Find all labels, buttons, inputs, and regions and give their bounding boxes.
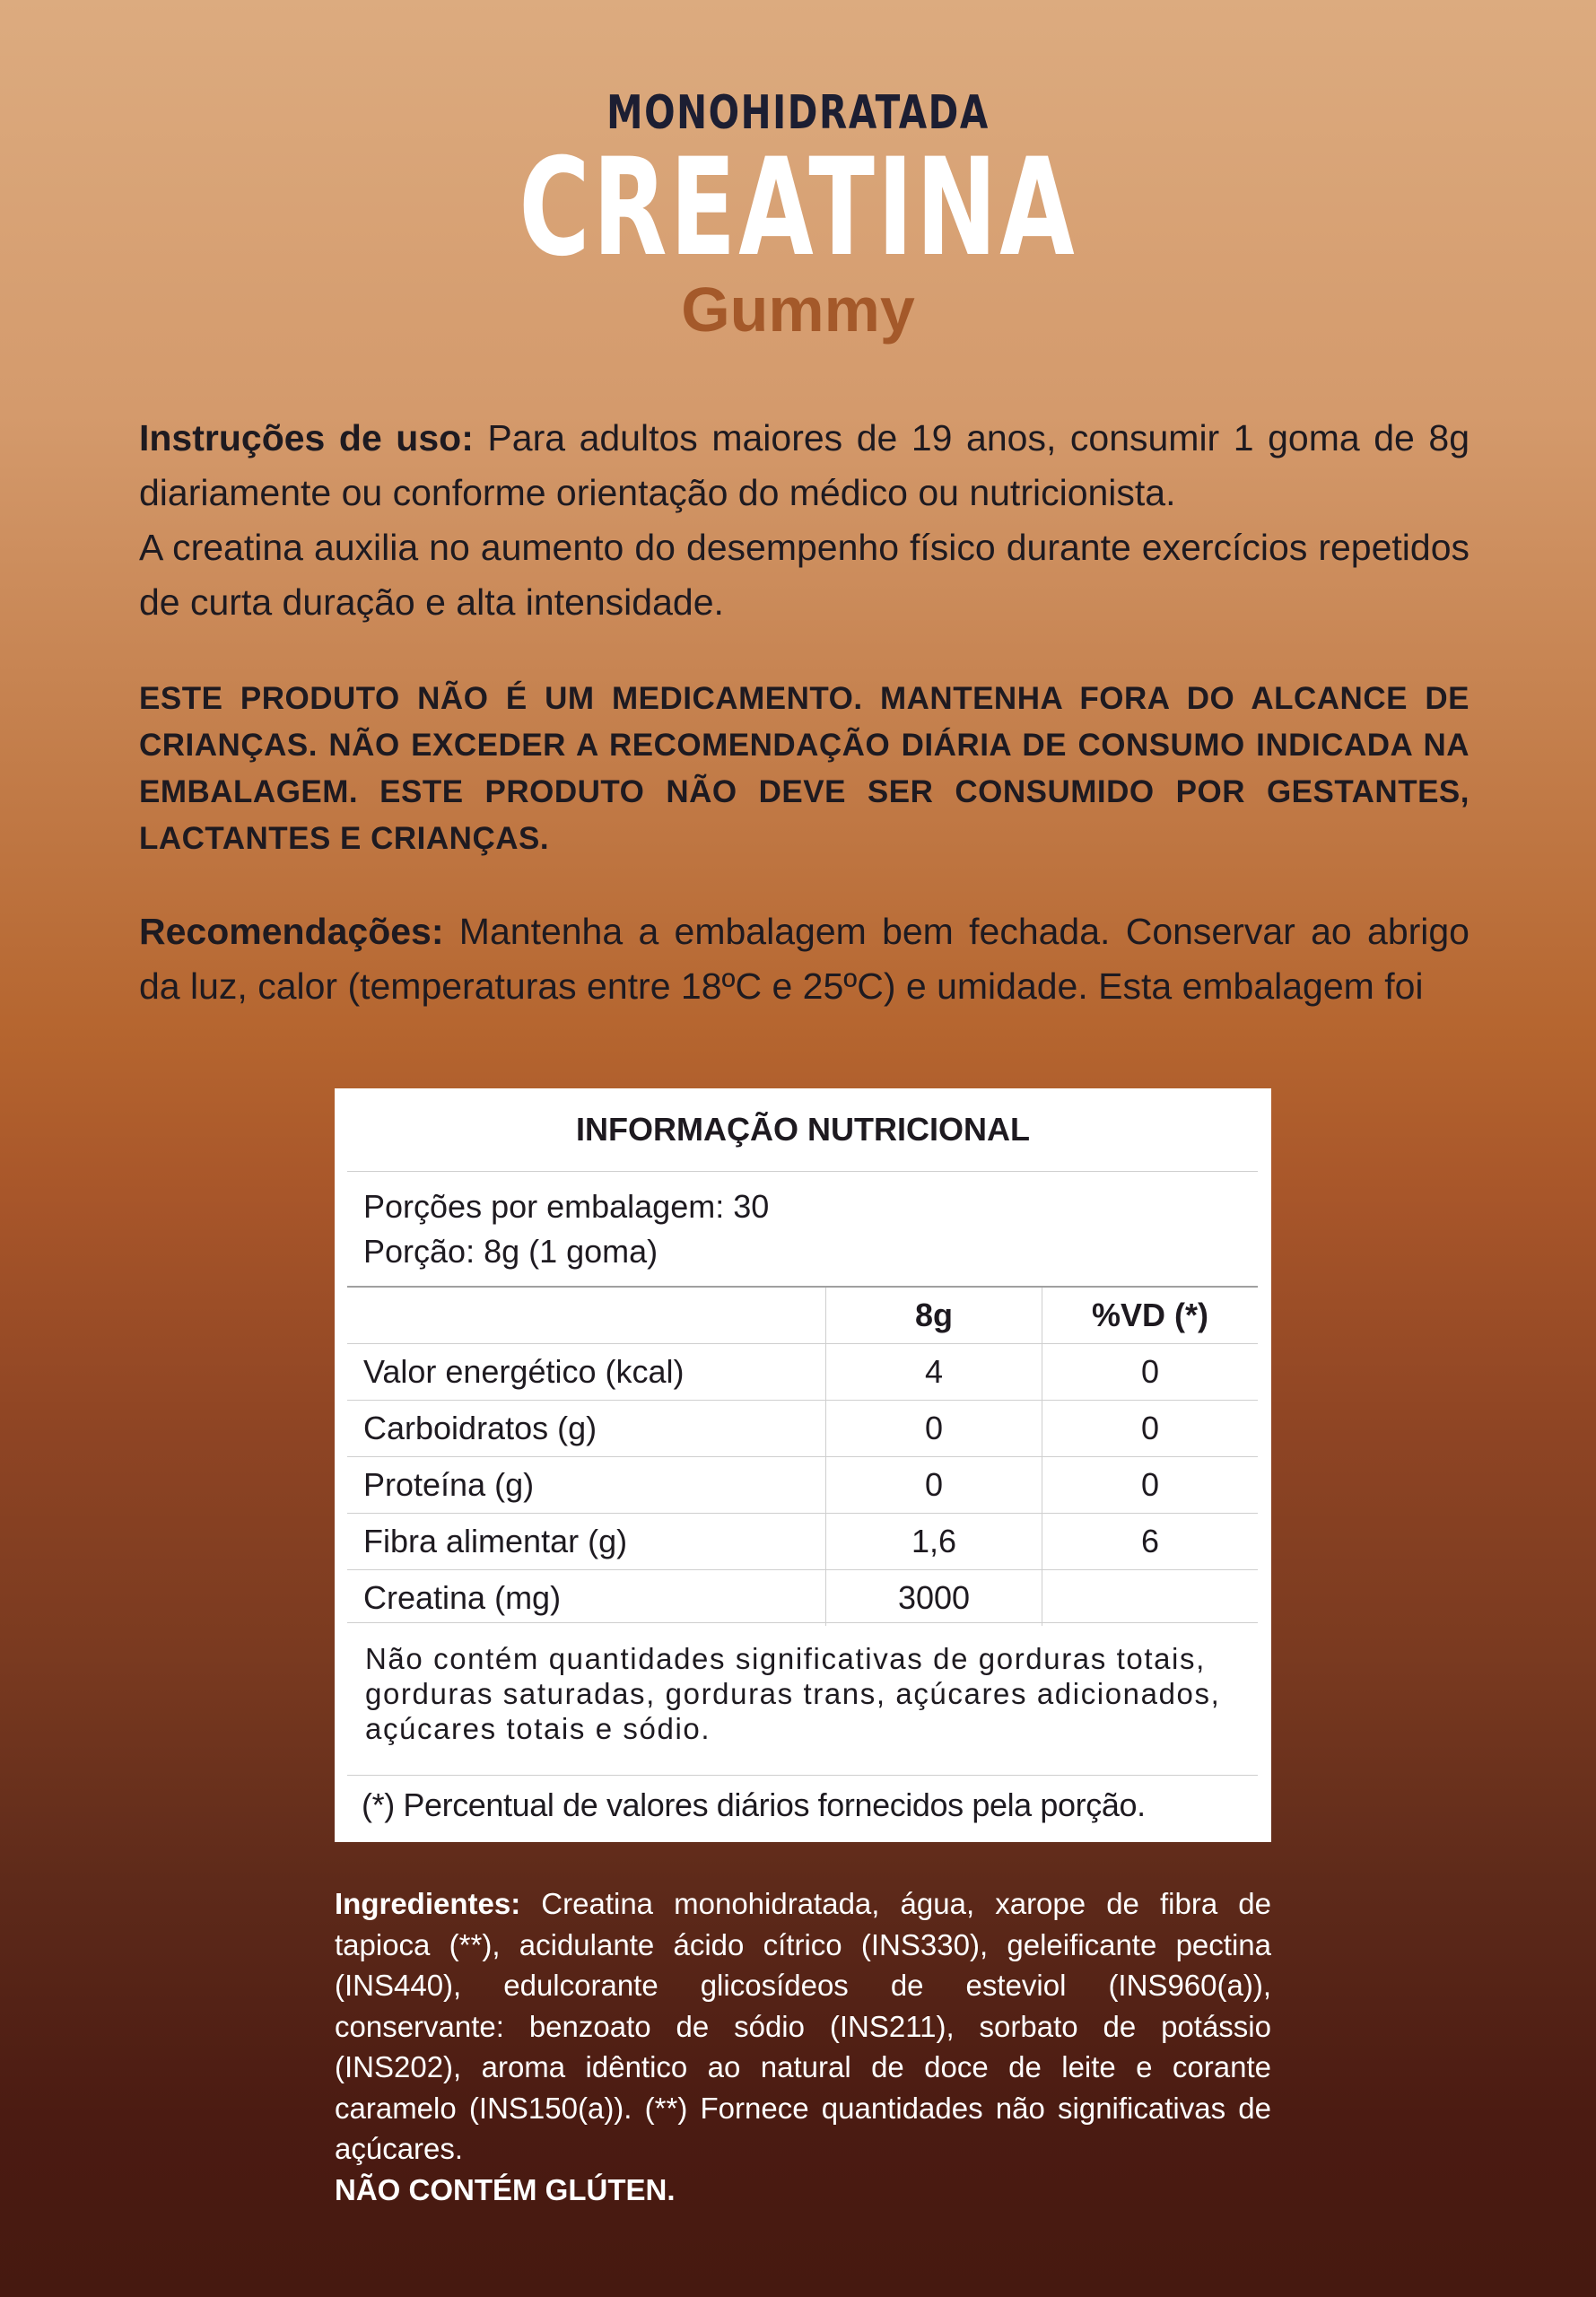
- nutrition-facts-panel: [335, 1088, 1271, 1842]
- nutrient-value: 0: [826, 1401, 1042, 1457]
- nutrient-value: 1,6: [826, 1514, 1042, 1570]
- nutrition-table: [347, 1288, 1258, 1626]
- recommendations-paragraph: [139, 904, 1470, 1014]
- ingredients-text: Creatina monohidratada, água, xarope de fibra de tapioca (**), acidulante ácido cítrico (INS330), geleificante pectina (INS440), edulcorante glicosídeos de esteviol (INS960(a)), conservante: benzoato de sódio (INS211), sorbato de potássio (INS202), aroma idêntico ao natural de doce de leite e corante caramelo (INS150(a)). (**) Fornece quantidades não significativas de açúcares.: [335, 1887, 1271, 2165]
- ingredients-label: Ingredientes:: [335, 1887, 521, 1920]
- nutrition-title: INFORMAÇÃO NUTRICIONAL: [576, 1111, 1030, 1148]
- warning-text: ESTE PRODUTO NÃO É UM MEDICAMENTO. MANTENHA FORA DO ALCANCE DE CRIANÇAS. NÃO EXCEDER A RECOMENDAÇÃO DIÁRIA DE CONSUMO INDICADA NA EMBALAGEM. ESTE PRODUTO NÃO DEVE SER CONSUMIDO POR GESTANTES, LACTANTES E CRIANÇAS.: [139, 681, 1470, 856]
- nutrient-value: 0: [826, 1457, 1042, 1514]
- table-row: [347, 1457, 1258, 1514]
- instructions-label: Instruções de uso:: [139, 417, 474, 459]
- nutrient-vd: [1042, 1570, 1259, 1627]
- servings-per-package: Porções por embalagem: 30: [363, 1188, 770, 1225]
- product-variant: Gummy: [681, 275, 915, 345]
- portion-info: [363, 1184, 769, 1274]
- table-header-row: [347, 1288, 1258, 1344]
- instructions-text: Para adultos maiores de 19 anos, consumir 1 goma de 8g diariamente ou conforme orientação do médico ou nutricionista.: [139, 417, 1470, 513]
- column-header-vd: %VD (*): [1042, 1288, 1259, 1344]
- nutrient-vd: 6: [1042, 1514, 1259, 1570]
- table-row: [347, 1514, 1258, 1570]
- nutrient-value: 3000: [826, 1570, 1042, 1627]
- nutrient-name: Creatina (mg): [363, 1579, 562, 1616]
- gluten-notice: NÃO CONTÉM GLÚTEN.: [335, 2172, 676, 2206]
- nutrient-value: 4: [826, 1344, 1042, 1401]
- nutrient-vd: 0: [1042, 1344, 1259, 1401]
- table-row: [347, 1570, 1258, 1627]
- product-title: CREATINA: [519, 130, 1077, 286]
- nutrient-vd: 0: [1042, 1457, 1259, 1514]
- divider: [347, 1622, 1258, 1623]
- table-row: [347, 1401, 1258, 1457]
- recommendations-text: Mantenha a embalagem bem fechada. Conservar ao abrigo da luz, calor (temperaturas entre 18ºC e 25ºC) e umidade. Esta embalagem foi: [139, 911, 1470, 1007]
- nutrition-note: Não contém quantidades significativas de gorduras totais, gorduras saturadas, gorduras trans, açúcares adicionados, açúcares totais e sódio.: [365, 1642, 1221, 1745]
- table-row: [347, 1344, 1258, 1401]
- serving-size: Porção: 8g (1 goma): [363, 1233, 658, 1270]
- nutrition-footnote: (*) Percentual de valores diários fornecidos pela porção.: [362, 1786, 1146, 1823]
- nutrient-name: Proteína (g): [347, 1457, 826, 1514]
- instructions-paragraph: [139, 411, 1470, 520]
- instructions-benefit: A creatina auxilia no aumento do desempenho físico durante exercícios repetidos de curta duração e alta intensidade.: [139, 527, 1470, 623]
- nutrient-name: Valor energético (kcal): [347, 1344, 826, 1401]
- ingredients: [335, 1883, 1271, 2210]
- table-header-empty: [347, 1288, 826, 1344]
- nutrient-name: Fibra alimentar (g): [347, 1514, 826, 1570]
- divider: [347, 1775, 1258, 1776]
- usage-instructions: [139, 411, 1470, 630]
- nutrient-name: Carboidratos (g): [347, 1401, 826, 1457]
- column-header-amount: 8g: [826, 1288, 1042, 1344]
- divider: [347, 1171, 1258, 1172]
- recommendations-label: Recomendações:: [139, 911, 444, 952]
- recommendations: [139, 904, 1470, 1014]
- ingredients-paragraph: [335, 1883, 1271, 2170]
- product-subtitle: MONOHIDRATADA: [606, 86, 990, 140]
- nutrient-vd: 0: [1042, 1401, 1259, 1457]
